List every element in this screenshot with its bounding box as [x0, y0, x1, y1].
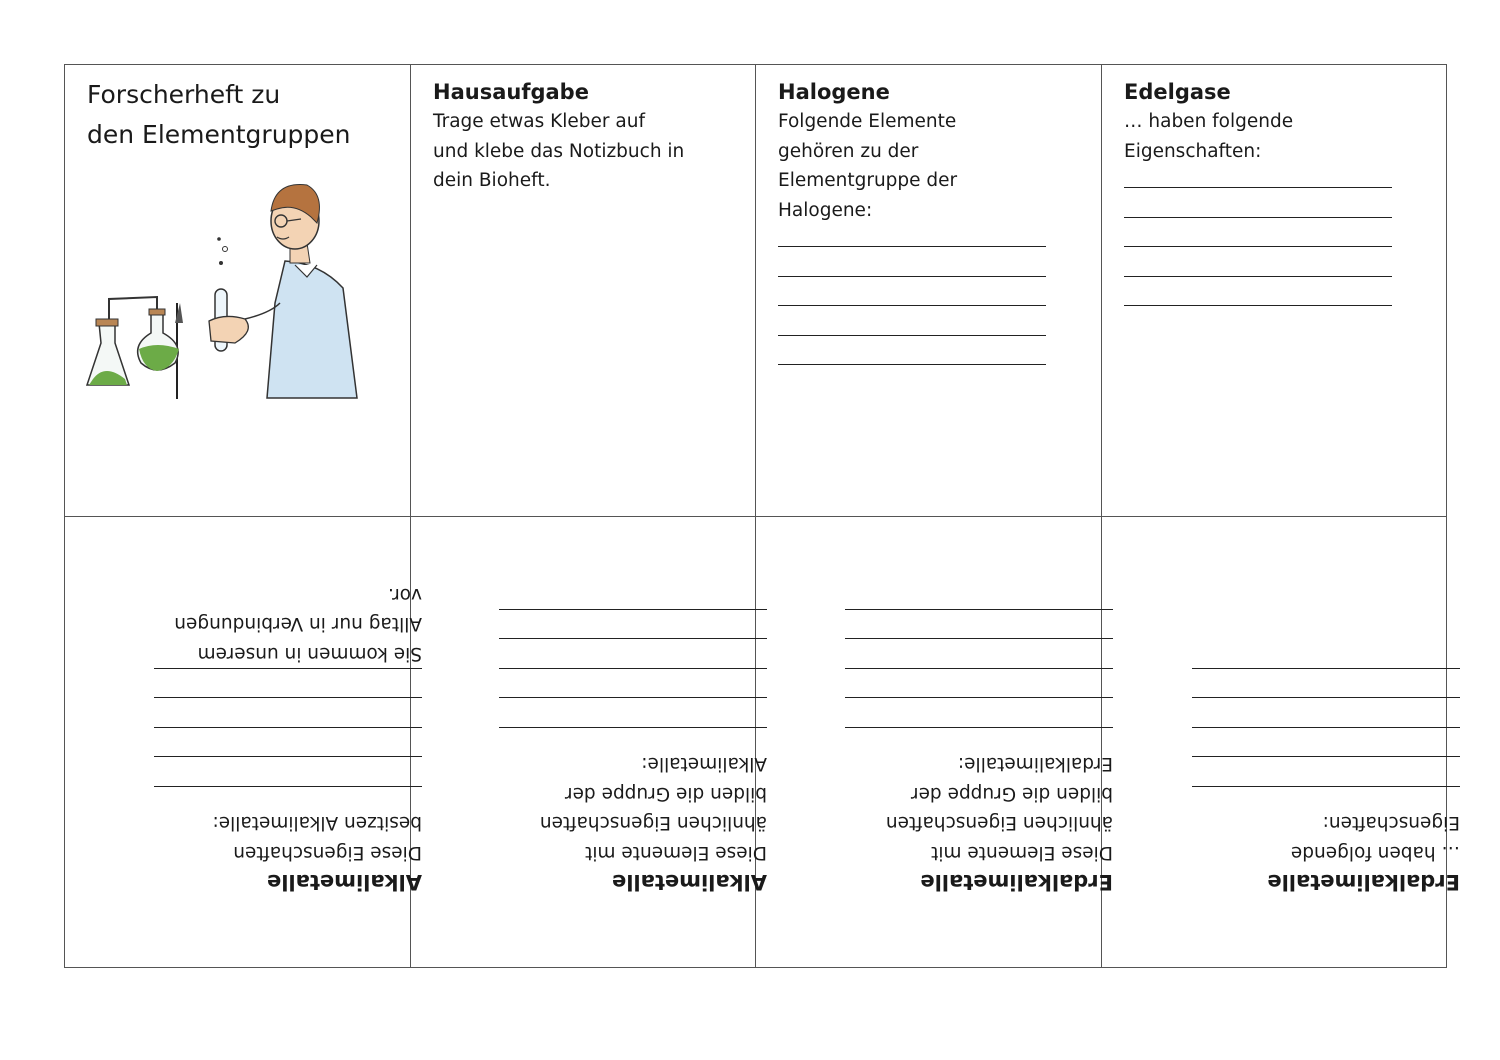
scientist-with-test-tube-icon [85, 173, 365, 403]
answer-line[interactable] [1192, 727, 1460, 757]
answer-line[interactable] [845, 698, 1113, 728]
answer-line[interactable] [154, 727, 422, 757]
answer-line[interactable] [1124, 188, 1392, 218]
answer-line[interactable] [778, 247, 1046, 277]
answer-line[interactable] [1124, 277, 1392, 307]
answer-line[interactable] [154, 786, 422, 808]
answer-line[interactable] [499, 639, 767, 669]
answer-lines [778, 225, 1068, 365]
alkalimetalle-gruppe-panel [411, 517, 767, 969]
erdalkalimetalle-heading: Erdalkalimetalle [1267, 870, 1460, 894]
answer-lines [477, 609, 767, 749]
answer-line[interactable] [845, 609, 1113, 639]
answer-line[interactable] [845, 639, 1113, 669]
text-line: Eigenschaften: [1322, 812, 1460, 834]
answer-lines [823, 609, 1113, 749]
text-line: Diese Eigenschaften [233, 842, 422, 863]
text-line: Trage etwas Kleber auf [433, 111, 645, 132]
booklet-sheet [64, 64, 1460, 968]
answer-line[interactable] [499, 668, 767, 698]
text-line: dein Bioheft. [433, 170, 551, 191]
text-line: Diese Elemente mit [931, 842, 1113, 863]
alkalimetalle-eigenschaften-panel [65, 517, 422, 969]
text-line: Folgende Elemente [778, 111, 957, 132]
answer-line[interactable] [499, 609, 767, 639]
edelgase-panel [1102, 65, 1448, 516]
text-line: und klebe das Notizbuch in [433, 140, 685, 162]
text-line: vor. [387, 584, 422, 605]
answer-line[interactable] [778, 306, 1046, 336]
answer-lines [1124, 166, 1414, 306]
erdalkali-eigenschaften-panel [1102, 517, 1460, 969]
text-line: ähnlichen Eigenschaften [885, 812, 1113, 834]
alkalimetalle-heading: Alkalimetalle [612, 870, 767, 894]
answer-line[interactable] [778, 277, 1046, 307]
answer-line[interactable] [1192, 668, 1460, 698]
answer-line[interactable] [778, 225, 1046, 247]
cover-title-line2: den Elementgruppen [87, 120, 351, 149]
text-line: gehören zu der [778, 140, 919, 162]
hausaufgabe-panel [411, 65, 755, 516]
answer-line[interactable] [1124, 166, 1392, 188]
text-line: Sie kommen in unserem [197, 643, 422, 664]
text-line: Alltag nur in Verbindungen [174, 613, 422, 635]
text-line: Erdalkalimetalle: [957, 753, 1113, 775]
text-line: bilden die Gruppe der [910, 783, 1113, 804]
text-line: bilden die Gruppe der [564, 783, 767, 804]
text-line: Alkalimetalle: [641, 753, 767, 775]
cover-panel [65, 65, 410, 516]
answer-line[interactable] [1192, 757, 1460, 787]
erdalkalimetalle-heading: Erdalkalimetalle [920, 870, 1113, 894]
text-line: … haben folgende [1124, 111, 1294, 132]
answer-line[interactable] [1124, 218, 1392, 248]
text-line: ähnlichen Eigenschaften [539, 812, 767, 834]
answer-line[interactable] [845, 668, 1113, 698]
answer-line[interactable] [845, 727, 1113, 749]
answer-line[interactable] [499, 698, 767, 728]
text-line: Elementgruppe der [778, 170, 958, 191]
answer-line[interactable] [1192, 786, 1460, 808]
answer-line[interactable] [499, 727, 767, 749]
answer-lines [132, 668, 422, 808]
text-line: Halogene: [778, 199, 873, 221]
text-line: Diese Elemente mit [585, 842, 767, 863]
halogene-panel [756, 65, 1101, 516]
answer-line[interactable] [1124, 247, 1392, 277]
alkalimetalle-heading: Alkalimetalle [267, 870, 422, 894]
halogene-heading: Halogene [778, 80, 890, 104]
answer-line[interactable] [154, 668, 422, 698]
edelgase-heading: Edelgase [1124, 80, 1231, 104]
erdalkali-gruppe-panel [756, 517, 1113, 969]
cover-title-line1: Forscherheft zu [87, 80, 281, 109]
hausaufgabe-heading: Hausaufgabe [433, 80, 589, 104]
answer-line[interactable] [154, 698, 422, 728]
text-line: Eigenschaften: [1124, 140, 1262, 162]
text-line: … haben folgende [1290, 842, 1460, 863]
answer-line[interactable] [154, 757, 422, 787]
answer-line[interactable] [778, 336, 1046, 366]
answer-lines [1170, 668, 1460, 808]
answer-line[interactable] [1192, 698, 1460, 728]
text-line: besitzen Alkalimetalle: [212, 812, 422, 834]
